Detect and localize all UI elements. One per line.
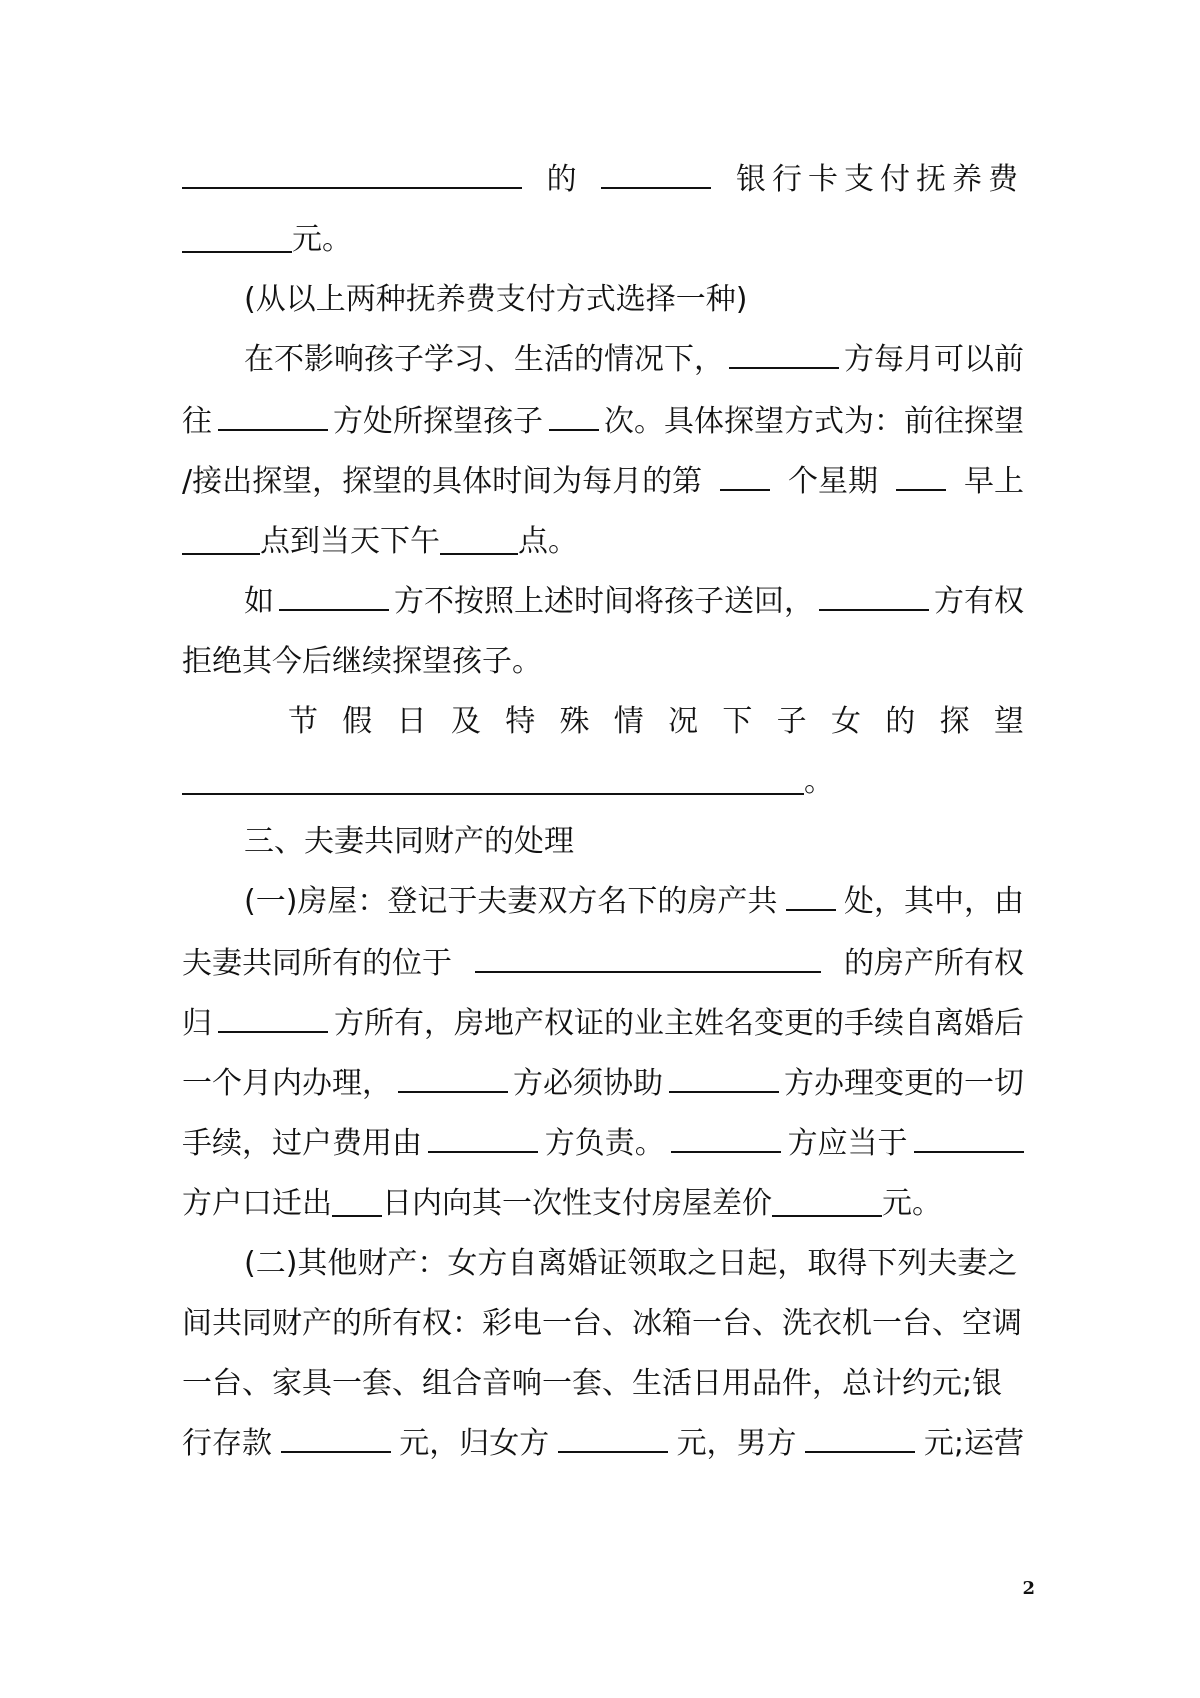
text-segment: 点到当天下午 — [260, 524, 440, 559]
blank-field — [428, 1121, 538, 1153]
text-segment: 处，其中，由 — [843, 884, 1024, 919]
text-line — [244, 268, 1024, 332]
text-segment: 方不按照上述时间将孩子送回， — [394, 584, 814, 619]
blank-field — [896, 459, 946, 491]
blank-field — [914, 1121, 1024, 1153]
text-segment: 元，男方 — [676, 1426, 797, 1461]
text-segment: 望 — [993, 704, 1024, 739]
text-line — [182, 1172, 1024, 1236]
blank-field — [279, 579, 389, 611]
blank-field — [669, 1061, 779, 1093]
text-segment: 的 — [546, 162, 577, 197]
text-line — [182, 450, 1024, 514]
text-segment: 方办理变更的一切 — [784, 1066, 1024, 1101]
text-segment: 早上 — [963, 464, 1024, 499]
text-segment: 行存款 — [182, 1426, 272, 1461]
blank-field — [720, 459, 770, 491]
text-segment: 子 — [776, 704, 807, 739]
text-segment: 节 — [288, 704, 318, 739]
text-segment: 三、夫妻共同财产的处理 — [244, 824, 574, 859]
text-segment: (从以上两种抚养费支付方式选择一种) — [244, 282, 748, 317]
text-line — [244, 328, 1024, 392]
text-line — [244, 870, 1024, 934]
text-segment: 方负责。 — [544, 1126, 665, 1161]
blank-field — [332, 1185, 382, 1217]
text-line — [244, 570, 1024, 634]
text-segment: 个星期 — [788, 464, 879, 499]
text-segment: 间共同财产的所有权：彩电一台、冰箱一台、洗衣机一台、空调 — [182, 1306, 1022, 1341]
text-segment: 。 — [804, 764, 834, 799]
blank-field — [475, 941, 821, 973]
text-segment: 方应当于 — [787, 1126, 908, 1161]
blank-field — [786, 879, 836, 911]
text-segment: 如 — [244, 584, 274, 619]
text-segment: 归 — [182, 1006, 212, 1041]
blank-field — [729, 337, 839, 369]
text-line — [182, 932, 1024, 996]
text-segment: 方必须协助 — [513, 1066, 663, 1101]
text-line — [182, 390, 1024, 454]
text-segment: 方所有，房地产权证的业主姓名变更的手续自离婚后 — [334, 1006, 1024, 1041]
text-segment: 一个月内办理， — [182, 1066, 392, 1101]
text-segment: 银行卡支付抚养费 — [735, 162, 1024, 197]
text-segment: 下 — [722, 704, 753, 739]
text-segment: 点。 — [518, 524, 578, 559]
blank-field — [182, 523, 260, 555]
text-segment: (一)房屋：登记于夫妻双方名下的房产共 — [244, 884, 778, 919]
blank-field — [182, 763, 804, 795]
blank-field — [281, 1421, 391, 1453]
text-segment: 特 — [505, 704, 536, 739]
blank-field — [218, 399, 328, 431]
blank-field — [182, 157, 522, 189]
blank-field — [671, 1121, 781, 1153]
text-segment: 方有权 — [934, 584, 1024, 619]
blank-field — [805, 1421, 915, 1453]
text-line — [182, 208, 1024, 272]
text-segment: 的 — [885, 704, 916, 739]
blank-field — [218, 1001, 328, 1033]
blank-field — [819, 579, 929, 611]
text-line — [182, 1112, 1024, 1176]
text-segment: 一台、家具一套、组合音响一套、生活日用品件，总计约元;银 — [182, 1366, 1003, 1401]
text-segment: 夫妻共同所有的位于 — [182, 946, 452, 981]
text-segment: 殊 — [559, 704, 590, 739]
text-segment: 况 — [668, 704, 699, 739]
text-segment: 手续，过户费用由 — [182, 1126, 422, 1161]
text-segment: 假 — [342, 704, 373, 739]
blank-field — [601, 157, 711, 189]
text-line — [182, 148, 1024, 212]
text-segment: /接出探望，探望的具体时间为每月的第 — [182, 464, 703, 499]
text-segment: 元。 — [882, 1186, 942, 1221]
text-segment: 女 — [830, 704, 861, 739]
text-segment: 方每月可以前 — [844, 342, 1024, 377]
text-line — [182, 1412, 1024, 1476]
blank-field — [772, 1185, 882, 1217]
text-line — [182, 1292, 1024, 1356]
blank-field — [558, 1421, 668, 1453]
text-segment: 日内向其一次性支付房屋差价 — [382, 1186, 772, 1221]
blank-field — [398, 1061, 508, 1093]
blank-field — [549, 399, 599, 431]
text-segment: 情 — [613, 704, 644, 739]
text-segment: 的房产所有权 — [844, 946, 1024, 981]
text-segment: 往 — [182, 404, 212, 439]
text-segment: 方处所探望孩子 — [333, 404, 543, 439]
blank-field — [182, 221, 292, 253]
blank-field — [440, 523, 518, 555]
text-line — [182, 1352, 1024, 1416]
text-segment: (二)其他财产：女方自离婚证领取之日起，取得下列夫妻之 — [244, 1246, 1018, 1281]
text-line — [182, 630, 1024, 694]
text-segment: 在不影响孩子学习、生活的情况下， — [244, 342, 724, 377]
text-segment: 次。具体探望方式为：前往探望 — [604, 404, 1024, 439]
text-segment: 方户口迁出 — [182, 1186, 332, 1221]
text-segment: 探 — [939, 704, 970, 739]
text-line — [182, 750, 1024, 814]
text-segment: 元，归女方 — [399, 1426, 550, 1461]
text-segment: 元;运营 — [923, 1426, 1024, 1461]
text-segment: 及 — [450, 704, 481, 739]
text-line — [182, 992, 1024, 1056]
text-segment: 日 — [396, 704, 427, 739]
text-line — [182, 510, 1024, 574]
text-line — [182, 1052, 1024, 1116]
section-heading — [244, 810, 1024, 874]
text-line — [288, 690, 1024, 754]
text-segment: 拒绝其今后继续探望孩子。 — [182, 644, 542, 679]
text-segment: 元。 — [292, 222, 352, 257]
page-number: 2 — [1022, 1578, 1035, 1599]
text-line — [244, 1232, 1024, 1296]
